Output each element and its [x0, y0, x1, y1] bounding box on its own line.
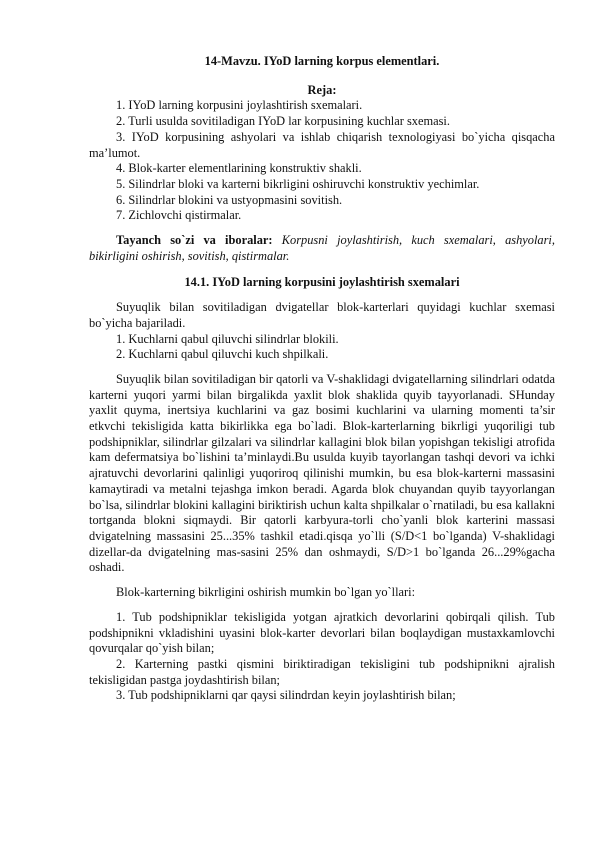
plan-item: 6. Silindrlar blokini va ustyopmasini sovitish.	[116, 192, 343, 207]
keywords-label: Tayanch so`zi va iboralar:	[116, 233, 273, 248]
plan-item: 5. Silindrlar bloki va karterni bikrligini oshiruvchi konstruktiv yechimlar.	[116, 176, 480, 191]
document-page	[89, 54, 555, 704]
plan-heading: Reja:	[307, 82, 337, 97]
ways-item: 1. Tub podshipniklar tekisligida yotgan ajratkich devorlarini qobirqali qilish. Tub podshipnikni vkladishini uyasini blok-karter devorlari bilan boqlaydigan mustaxkamlovchi qovurqalar qo`yish bilan;	[89, 609, 555, 656]
plan-item: 4. Blok-karter elementlarining konstruktiv shakli.	[116, 161, 362, 176]
ways-item: 3. Tub podshipniklarni qar qaysi silindrdan keyin joylashtirish bilan;	[116, 688, 456, 703]
section-heading: 14.1. IYoD larning korpusini joylashtirish sxemalari	[184, 275, 460, 290]
document-title: 14-Mavzu. IYoD larning korpus elementlari.	[204, 54, 440, 68]
keywords-text: Korpusni joylashtirish, kuch sxemalari, ashyolari, bikirligini oshirish, sovitish, qistirmalar.	[89, 233, 555, 263]
ways-item: 2. Karterning pastki qismini biriktiradigan tekisligini tub podshipnikni ajralish tekisligidan pastga joydashtirish bilan;	[89, 656, 555, 687]
plan-item: 1. IYoD larning korpusini joylashtirish sxemalari.	[116, 98, 363, 113]
plan-item: 3. IYoD korpusining ashyolari va ishlab chiqarish texnologiyasi bo`yicha qisqacha ma’lumot.	[89, 129, 555, 160]
scheme-item: 2. Kuchlarni qabul qiluvchi kuch shpilkali.	[116, 347, 329, 362]
section-intro: Suyuqlik bilan sovitiladigan dvigatellar blok-karterlari quyidagi kuchlar sxemasi bo`yicha bajariladi.	[89, 300, 555, 330]
plan-item: 7. Zichlovchi qistirmalar.	[116, 208, 242, 223]
plan-item: 2. Turli usulda sovitiladigan IYoD lar korpusining kuchlar sxemasi.	[116, 114, 450, 129]
keywords-paragraph	[89, 233, 555, 264]
scheme-item: 1. Kuchlarni qabul qiluvchi silindrlar blokili.	[116, 331, 339, 346]
ways-heading: Blok-karterning bikrligini oshirish mumkin bo`lgan yo`llari:	[116, 585, 416, 600]
body-paragraph: Suyuqlik bilan sovitiladigan bir qatorli va V-shaklidagi dvigatellarning silindrlari odatda karterni yuqori yarmi bilan birgalikda yaxlit blok shaklida quyib tayyorlanadi. SHunday yaxlit quyma, inertsiya kuchlarini va gaz bosimi kuchlarini va ularning momenti ta’sir etkvchi tekisligida katta bikirlikka ega bo`ladi. Blok-karterlarning bikrligi yuqoriligi tub podshipniklar, silindrlar gilzalari va silindrlar kallagini blok bilan yopishgan tekisligi atrofida kam defermatsiya bo`lishini ta’minlaydi.Bu usulda kuyib tayorlangan tashqi devori va ichki ajratuvchi devorlarini qalinligi yuqoriroq qilinishi mumkin, bu esa blok-karterni massasini kamaytiradi va metalni tejashga imkon beradi. Agarda blok chuyandan quyib tayyorlangan bo`lsa, silindrlar blokini kallagini biriktirish uchun kalta shpilkalar o`rnatiladi, bu esa kallakni tortganda blokni siqmaydi. Bir qatorli karbyura-torli cho`yanli blok karterini massasi dvigatelning massasini 25...35% tashkil etadi.qisqa yo`lli (S/D<1 bo`lganda) V-shaklidagi dizellar-da dvigatelning mas-sasini 25% dan oshmaydi, S/D>1 bo`lganda 26...29%gacha oshadi.	[89, 371, 555, 575]
